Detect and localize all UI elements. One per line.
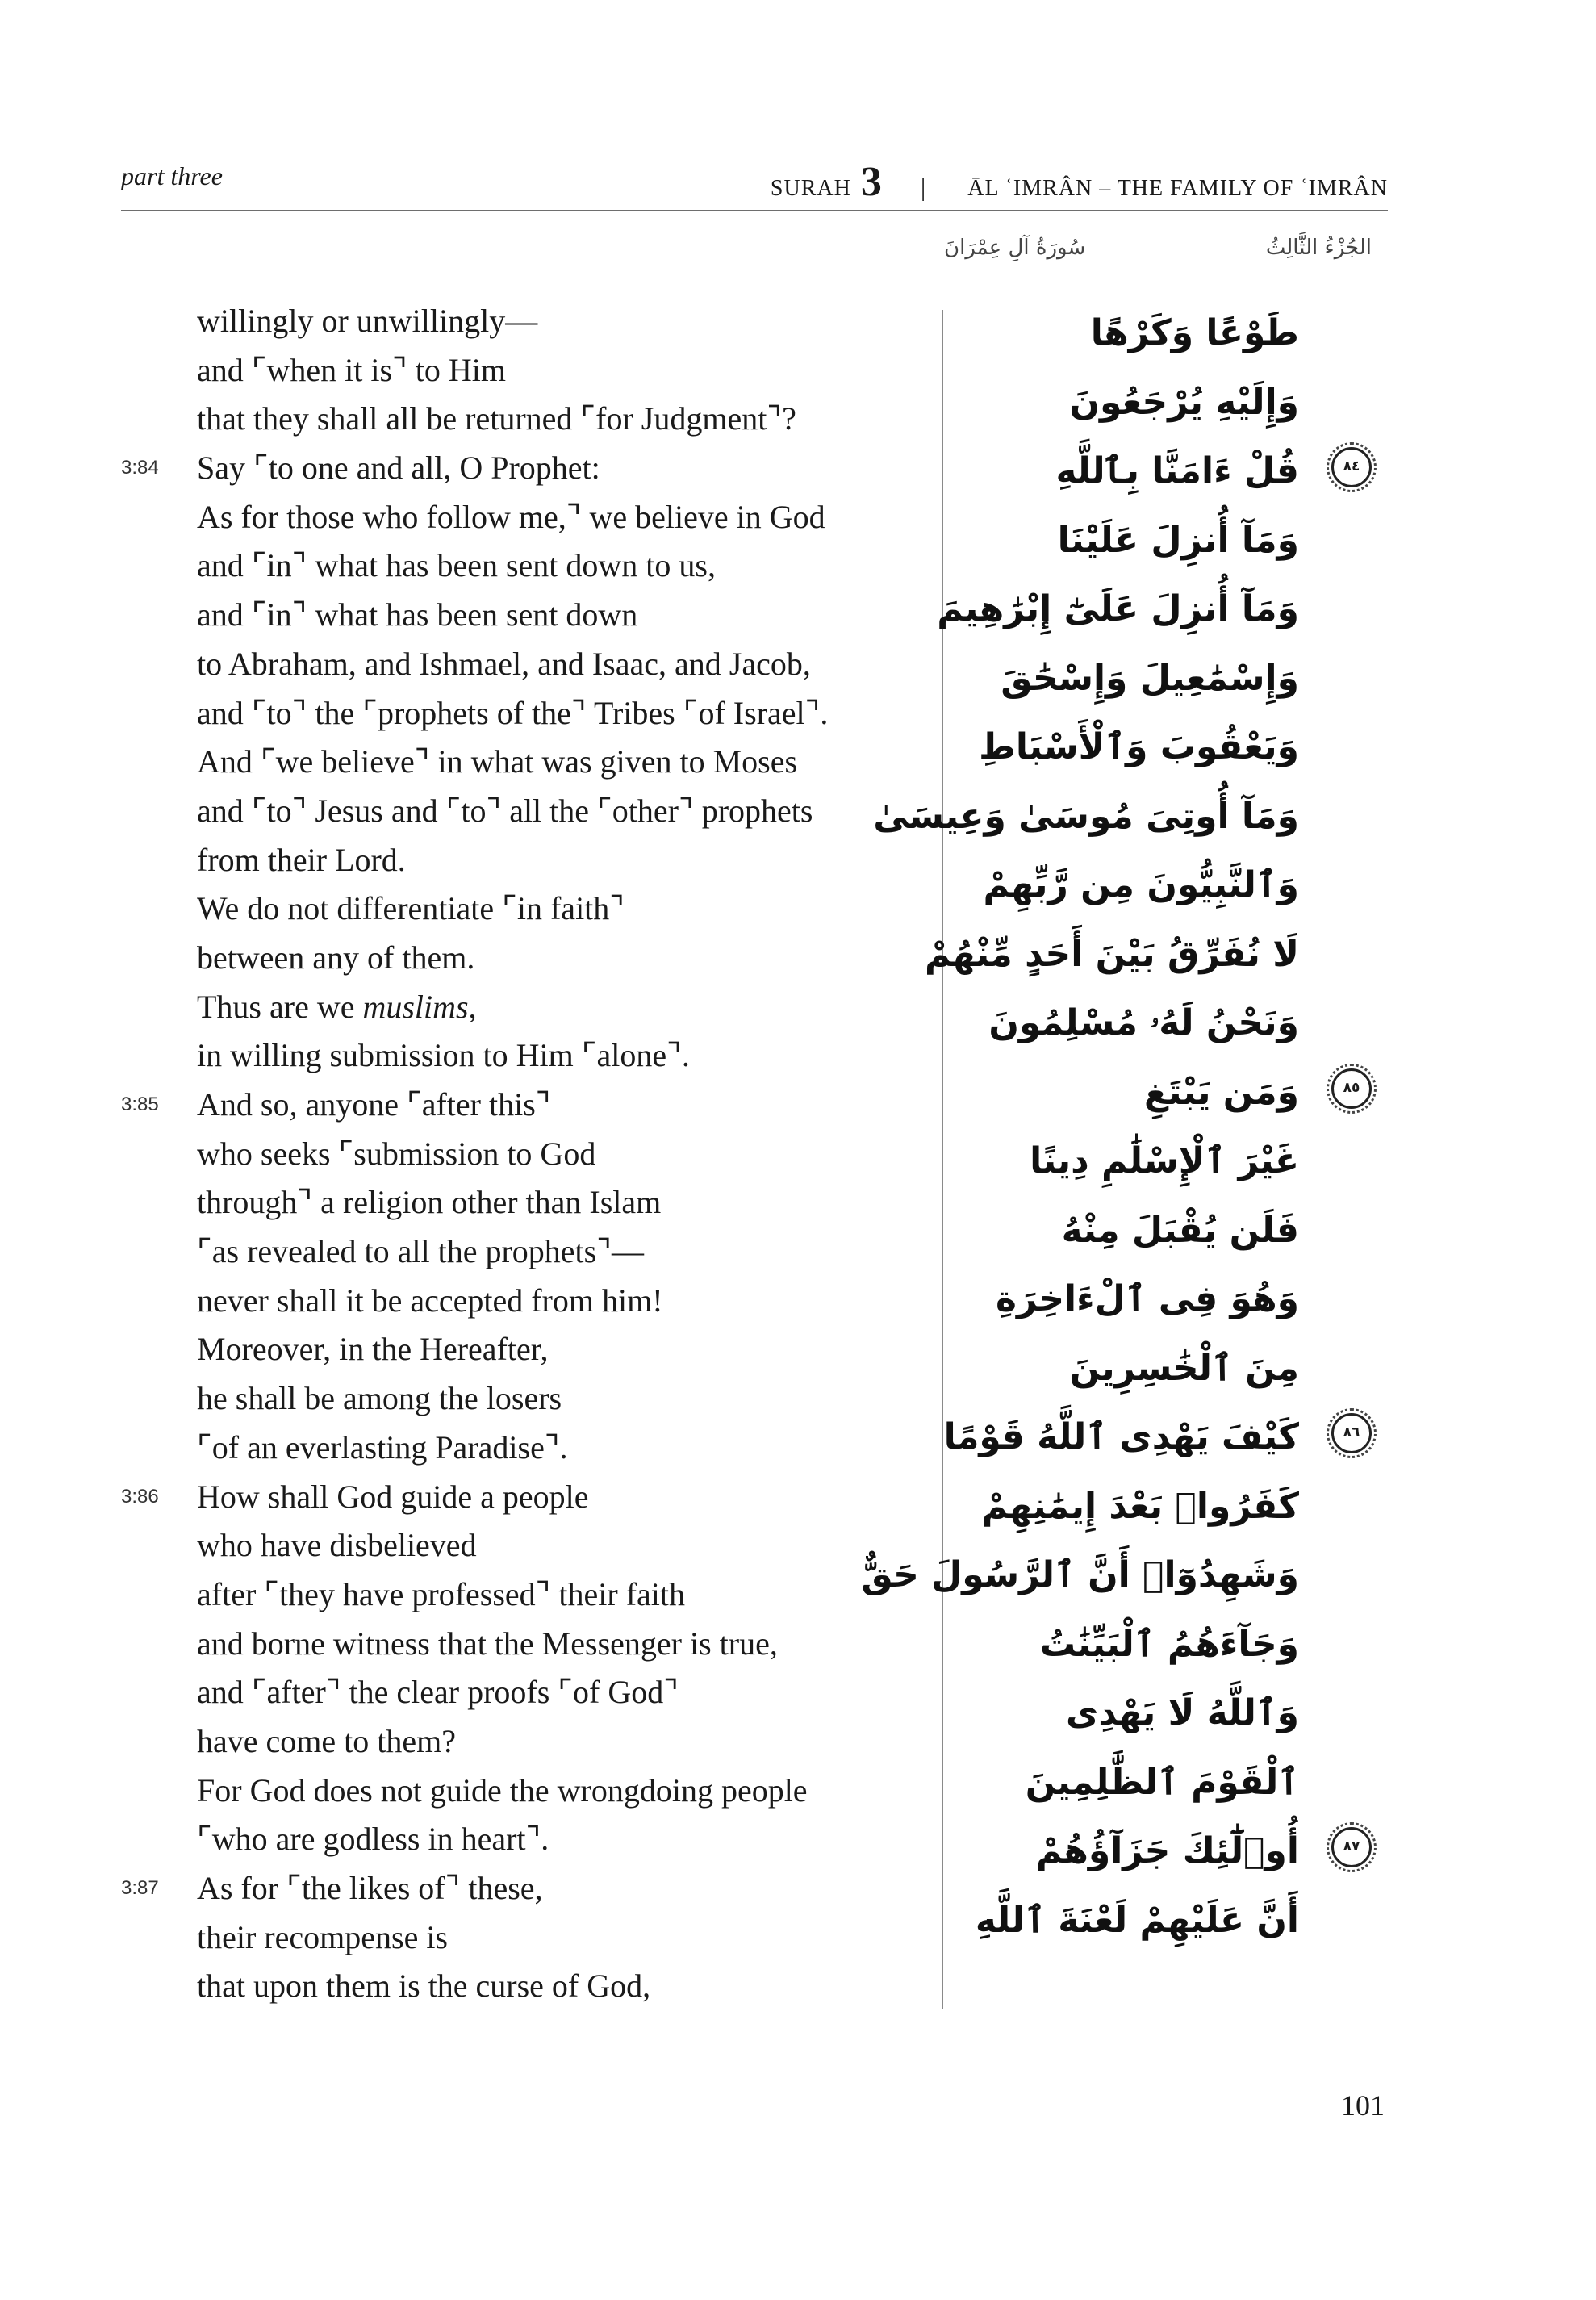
arabic-line — [981, 1472, 1372, 1541]
translation-line — [121, 591, 928, 640]
translation-text: that they shall all be returned ⌜for Judgment⌝? — [197, 400, 796, 437]
translation-text: ⌜as revealed to all the prophets⌝— — [197, 1233, 644, 1270]
arabic-line — [979, 713, 1372, 782]
arabic-verse-text: وَهُوَ فِى ٱلْءَاخِرَةِ — [996, 1278, 1299, 1319]
verse-number-marker: ٨٦ — [1331, 1413, 1372, 1453]
arabic-verse-text: وَيَعْقُوبَ وَٱلْأَسْبَاطِ — [979, 726, 1299, 767]
arabic-line — [992, 1334, 1372, 1403]
arabic-line — [992, 1748, 1372, 1817]
arabic-verse-text: وَمَن يَبْتَغِ — [1143, 1071, 1299, 1113]
translation-text: We do not differentiate ⌜in faith⌝ — [197, 890, 625, 927]
translation-text: who have disbelieved — [197, 1527, 477, 1564]
arabic-verse-text: غَيْرَ ٱلْإِسْلَٰمِ دِينًا — [1030, 1140, 1299, 1181]
translation-line — [121, 346, 928, 395]
translation-text: and ⌜in⌝ what has been sent down — [197, 596, 638, 634]
translation-line — [121, 1620, 928, 1669]
translation-text: and ⌜to⌝ Jesus and ⌜to⌝ all the ⌜other⌝ prophets — [197, 792, 813, 829]
translation-line — [121, 1913, 928, 1963]
translation-line — [121, 1767, 928, 1816]
verse-number-marker: ٨٥ — [1331, 1068, 1372, 1109]
arabic-line — [861, 1541, 1372, 1610]
arabic-verse-text: كَفَرُوا۟ بَعْدَ إِيمَٰنِهِمْ — [981, 1485, 1299, 1527]
header-separator: | — [920, 172, 926, 201]
arabic-header — [944, 236, 1372, 274]
arabic-juz-name: الجُزْءُ الثَّالِثُ — [1265, 236, 1372, 260]
arabic-verse-text: ٱلْقَوْمَ ٱلظَّٰلِمِينَ — [1025, 1761, 1299, 1803]
translation-text: from their Lord. — [197, 841, 406, 878]
arabic-surah-name: سُورَةُ آلِ عِمْرَانَ — [944, 236, 1086, 260]
translation-text: ⌜who are godless in heart⌝. — [197, 1821, 549, 1858]
translation-line — [121, 493, 928, 542]
translation-line — [121, 1277, 928, 1326]
translation-text: that upon them is the curse of God, — [197, 1968, 651, 2005]
translation-text: after ⌜they have professed⌝ their faith — [197, 1575, 686, 1612]
surah-word: SURAH — [770, 176, 851, 201]
arabic-line — [992, 437, 1372, 506]
translation-line — [121, 1668, 928, 1717]
translation-text: How shall God guide a people — [197, 1478, 589, 1515]
header-rule — [121, 210, 1388, 211]
arabic-line — [992, 1265, 1372, 1334]
arabic-line — [992, 1058, 1372, 1127]
arabic-line — [992, 1610, 1372, 1679]
translation-line — [121, 1374, 928, 1424]
arabic-verse-text: طَوْعًا وَكَرْهًا — [1090, 312, 1299, 353]
translation-text: and ⌜to⌝ the ⌜prophets of the⌝ Tribes ⌜of Israel⌝. — [197, 694, 829, 731]
translation-line — [121, 1424, 928, 1473]
arabic-line — [992, 644, 1372, 713]
translation-line — [121, 689, 928, 738]
translation-line — [121, 1815, 928, 1864]
arabic-text — [861, 299, 1372, 1955]
english-translation — [121, 297, 928, 2011]
verse-number-marker: ٨٧ — [1331, 1827, 1372, 1867]
arabic-line — [992, 1817, 1372, 1886]
arabic-verse-text: وَمَآ أُوتِىَ مُوسَىٰ وَعِيسَىٰ — [873, 795, 1299, 837]
translation-text: have come to them? — [197, 1722, 456, 1759]
translation-text: For God does not guide the wrongdoing people — [197, 1771, 808, 1809]
translation-text: As for ⌜the likes of⌝ these, — [197, 1870, 543, 1906]
translation-line — [121, 640, 928, 689]
translation-text: and ⌜in⌝ what has been sent down to us, — [197, 547, 716, 584]
translation-text: and ⌜after⌝ the clear proofs ⌜of God⌝ — [197, 1674, 679, 1711]
arabic-line — [988, 989, 1372, 1058]
page-number: 101 — [1341, 2089, 1385, 2122]
translation-text: never shall it be accepted from him! — [197, 1282, 663, 1319]
translation-text: ⌜of an everlasting Paradise⌝. — [197, 1428, 568, 1466]
translation-text: As for those who follow me,⌝ we believe in God — [197, 498, 825, 535]
translation-text: who seeks ⌜submission to God — [197, 1135, 596, 1172]
arabic-verse-text: فَلَن يُقْبَلَ مِنْهُ — [1061, 1209, 1299, 1251]
translation-line — [121, 738, 928, 787]
translation-text: Say ⌜to one and all, O Prophet: — [197, 450, 600, 487]
verse-reference: 3:84 — [121, 457, 159, 479]
translation-line — [121, 1962, 928, 2011]
running-header — [121, 158, 1388, 208]
translation-text: and ⌜when it is⌝ to Him — [197, 351, 507, 388]
translation-line — [121, 444, 928, 493]
arabic-verse-text: وَٱلنَّبِيُّونَ مِن رَّبِّهِمْ — [983, 864, 1299, 905]
arabic-verse-text: وَنَحْنُ لَهُۥ مُسْلِمُونَ — [988, 1002, 1299, 1043]
arabic-line — [975, 1886, 1372, 1955]
translation-line — [121, 1473, 928, 1522]
translation-text: And so, anyone ⌜after this⌝ — [197, 1086, 551, 1123]
translation-text: between any of them. — [197, 939, 475, 976]
verse-reference: 3:85 — [121, 1094, 159, 1115]
translation-line — [121, 1864, 928, 1913]
arabic-line — [925, 920, 1372, 989]
translation-line — [121, 787, 928, 836]
verse-reference: 3:86 — [121, 1485, 159, 1508]
translation-line — [121, 1717, 928, 1767]
arabic-verse-text: وَشَهِدُوٓا۟ أَنَّ ٱلرَّسُولَ حَقٌّ — [861, 1554, 1299, 1595]
arabic-line — [943, 1403, 1372, 1472]
arabic-verse-text: أَنَّ عَلَيْهِمْ لَعْنَةَ ٱللَّهِ — [975, 1899, 1299, 1941]
arabic-line — [873, 782, 1372, 851]
translation-text: willingly or unwillingly— — [197, 303, 538, 339]
arabic-verse-text: وَجَآءَهُمُ ٱلْبَيِّنَٰتُ — [1039, 1623, 1299, 1665]
arabic-line — [992, 1127, 1372, 1196]
translation-text: he shall be among the losers — [197, 1380, 562, 1417]
arabic-verse-text: وَإِسْمَٰعِيلَ وَإِسْحَٰقَ — [1001, 657, 1299, 699]
arabic-verse-text: كَيْفَ يَهْدِى ٱللَّهُ قَوْمًا — [943, 1416, 1299, 1457]
arabic-line — [937, 575, 1372, 644]
arabic-line — [992, 299, 1372, 368]
arabic-line — [992, 368, 1372, 437]
part-label: part three — [121, 161, 223, 190]
arabic-line — [983, 851, 1372, 920]
column-divider — [942, 310, 943, 2009]
translation-line — [121, 1570, 928, 1620]
arabic-verse-text: وَمَآ أُنزِلَ عَلَىٰٓ إِبْرَٰهِيمَ — [937, 588, 1299, 629]
surah-heading — [771, 158, 1388, 206]
translation-line — [121, 1031, 928, 1081]
translation-line — [121, 983, 928, 1032]
surah-title: ĀL ʿIMRÂN – THE FAMILY OF ʿIMRÂN — [967, 176, 1388, 201]
arabic-verse-text: وَإِلَيْهِ يُرْجَعُونَ — [1069, 381, 1299, 423]
translation-line — [121, 1521, 928, 1570]
translation-text: through⌝ a religion other than Islam — [197, 1184, 662, 1221]
translation-line — [121, 1081, 928, 1130]
translation-line — [121, 934, 928, 983]
translation-line — [121, 297, 928, 346]
arabic-verse-text: قُلْ ءَامَنَّا بِٱللَّهِ — [1055, 450, 1299, 491]
arabic-verse-text: مِنَ ٱلْخَٰسِرِينَ — [1069, 1347, 1299, 1389]
arabic-line — [992, 506, 1372, 575]
arabic-verse-text: لَا نُفَرِّقُ بَيْنَ أَحَدٍ مِّنْهُمْ — [925, 933, 1299, 975]
arabic-line — [992, 1679, 1372, 1748]
translation-text: and borne witness that the Messenger is true, — [197, 1625, 778, 1662]
translation-text: their recompense is — [197, 1918, 448, 1955]
arabic-verse-text: وَٱللَّهُ لَا يَهْدِى — [1065, 1692, 1299, 1733]
translation-text: in willing submission to Him ⌜alone⌝. — [197, 1037, 690, 1074]
arabic-line — [992, 1196, 1372, 1265]
translation-text: to Abraham, and Ishmael, and Isaac, and Jacob, — [197, 645, 811, 682]
translation-line — [121, 836, 928, 885]
verse-reference: 3:87 — [121, 1877, 159, 1899]
translation-line — [121, 395, 928, 444]
translation-line — [121, 1178, 928, 1227]
translation-line — [121, 542, 928, 591]
translation-text: Moreover, in the Hereafter, — [197, 1331, 549, 1368]
translation-text: And ⌜we believe⌝ in what was given to Moses — [197, 743, 798, 780]
verse-number-marker: ٨٤ — [1331, 447, 1372, 487]
arabic-verse-text: أُو۟لَٰٓئِكَ جَزَآؤُهُمْ — [1035, 1830, 1299, 1871]
arabic-verse-text: وَمَآ أُنزِلَ عَلَيْنَا — [1057, 519, 1299, 561]
translation-line — [121, 1227, 928, 1277]
translation-line — [121, 884, 928, 934]
translation-line — [121, 1325, 928, 1374]
translation-text: Thus are we muslims, — [197, 988, 477, 1025]
surah-number: 3 — [860, 159, 882, 205]
translation-line — [121, 1130, 928, 1179]
